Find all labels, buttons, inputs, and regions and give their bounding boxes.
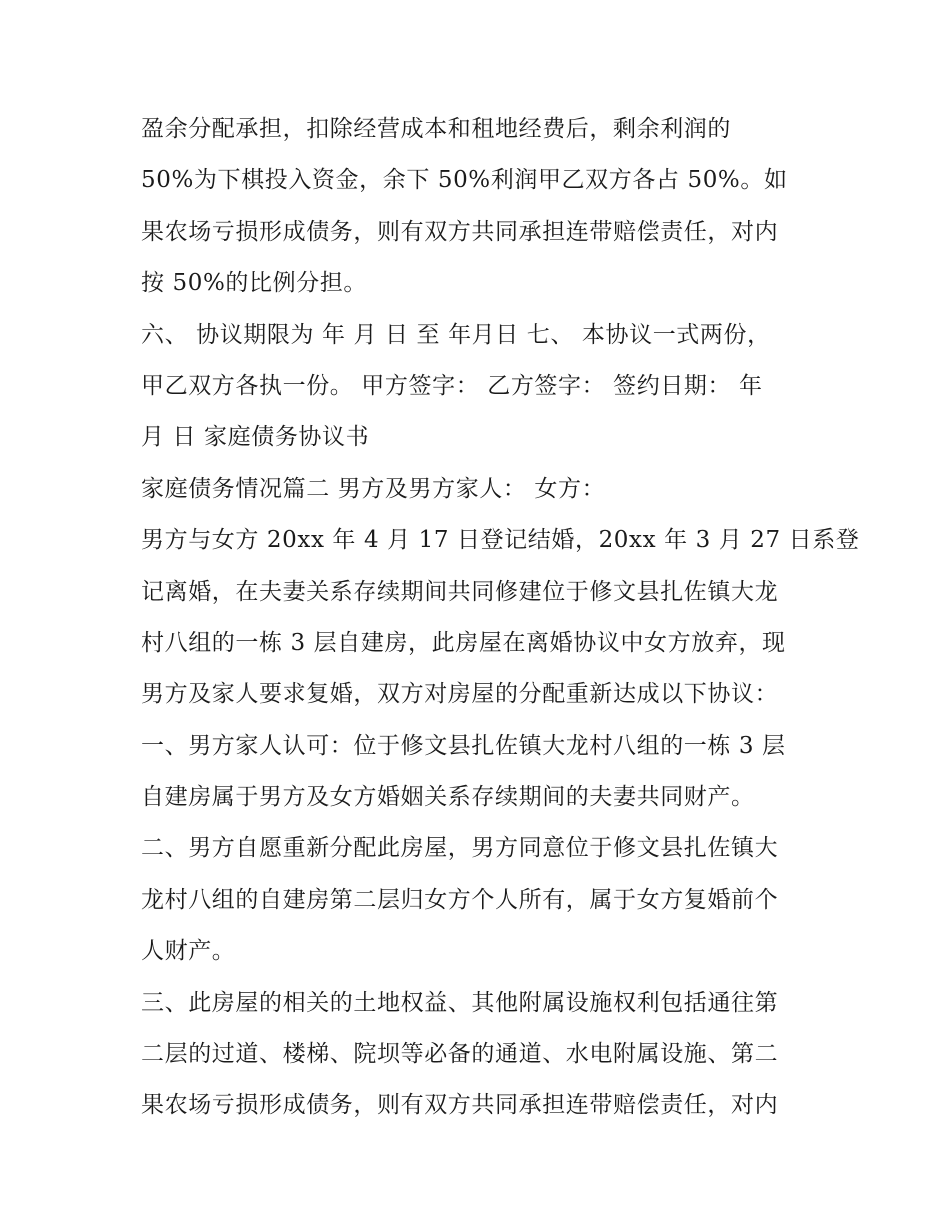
text-line: 自建房属于男方及女方婚姻关系存续期间的夫妻共同财产。 <box>141 784 755 811</box>
text-line: 50%为下棋投入资金，余下 50%利润甲乙双方各占 50%。如 <box>141 167 788 194</box>
text-line: 果农场亏损形成债务，则有双方共同承担连带赔偿责任，对内 <box>141 1092 779 1119</box>
text-line: 家庭债务情况篇二 男方及男方家人： 女方： <box>141 475 606 502</box>
text-line: 龙村八组的自建房第二层归女方个人所有，属于女方复婚前个 <box>141 886 779 913</box>
text-line: 一、男方家人认可：位于修文县扎佐镇大龙村八组的一栋 3 层 <box>141 732 786 759</box>
text-line: 男方与女方 20xx 年 4 月 17 日登记结婚，20xx 年 3 月 27 日系登 <box>141 527 860 554</box>
text-line: 男方及家人要求复婚，双方对房屋的分配重新达成以下协议： <box>141 681 779 708</box>
text-line: 二、男方自愿重新分配此房屋，男方同意位于修文县扎佐镇大 <box>141 835 779 862</box>
text-line: 人财产。 <box>141 938 236 965</box>
document-body <box>141 108 860 1136</box>
text-line: 二层的过道、楼梯、院坝等必备的通道、水电附属设施、第二 <box>141 1041 779 1068</box>
text-line: 记离婚，在夫妻关系存续期间共同修建位于修文县扎佐镇大龙 <box>141 578 779 605</box>
text-line: 果农场亏损形成债务，则有双方共同承担连带赔偿责任，对内 <box>141 218 779 245</box>
text-line: 六、 协议期限为 年 月 日 至 年月日 七、 本协议一式两份， <box>141 321 771 348</box>
text-line: 甲乙双方各执一份。 甲方签字： 乙方签字： 签约日期： 年 <box>141 372 763 399</box>
text-line: 月 日 家庭债务协议书 <box>141 424 370 451</box>
text-line: 三、此房屋的相关的土地权益、其他附属设施权利包括通往第 <box>141 989 779 1016</box>
text-line: 村八组的一栋 3 层自建房，此房屋在离婚协议中女方放弃，现 <box>141 629 786 656</box>
text-line: 盈余分配承担，扣除经营成本和租地经费后，剩余利润的 <box>141 116 731 142</box>
text-line: 按 50%的比例分担。 <box>141 270 368 297</box>
